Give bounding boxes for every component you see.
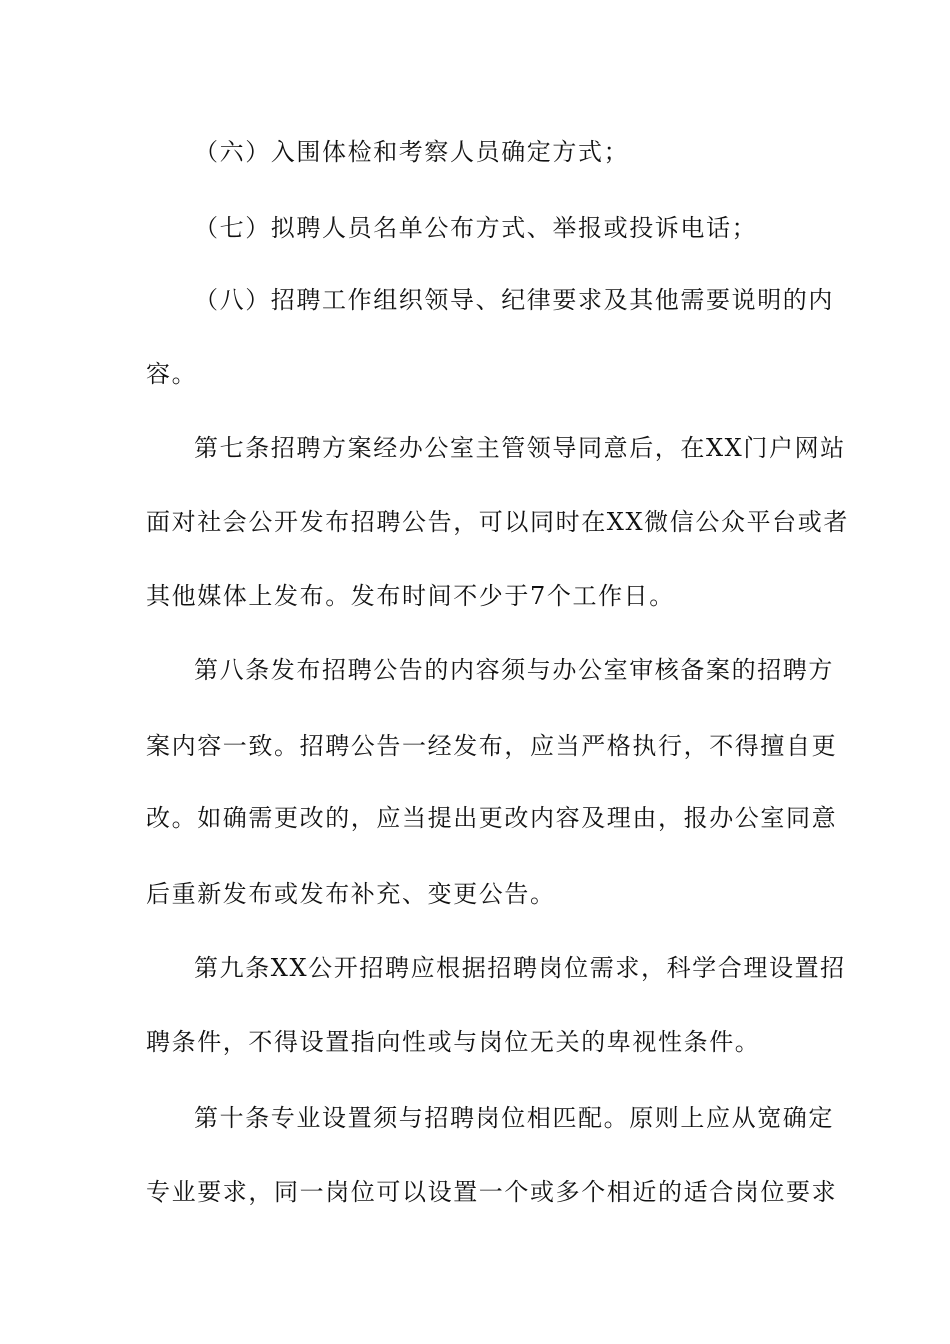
text-line: 第八条发布招聘公告的内容须与办公室审核备案的招聘方	[194, 656, 834, 684]
text-line: 专业要求，同一岗位可以设置一个或多个相近的适合岗位要求	[146, 1178, 838, 1206]
text-line: 第九条XX公开招聘应根据招聘岗位需求，科学合理设置招	[194, 954, 846, 982]
text-line: （七）拟聘人员名单公布方式、举报或投诉电话；	[194, 214, 758, 242]
text-line: 后重新发布或发布补充、变更公告。	[146, 880, 556, 908]
text-line: （八）招聘工作组织领导、纪律要求及其他需要说明的内	[194, 286, 834, 314]
text-line: 聘条件，不得设置指向性或与岗位无关的卑视性条件。	[146, 1028, 761, 1056]
text-line: （六）入围体检和考察人员确定方式；	[194, 138, 630, 166]
text-line: 面对社会公开发布招聘公告，可以同时在XX微信公众平台或者	[146, 508, 849, 536]
text-line: 其他媒体上发布。发布时间不少于7个工作日。	[146, 582, 675, 610]
text-line: 第十条专业设置须与招聘岗位相匹配。原则上应从宽确定	[194, 1104, 834, 1132]
text-line: 案内容一致。招聘公告一经发布，应当严格执行，不得擅自更	[146, 732, 838, 760]
text-line: 改。如确需更改的，应当提出更改内容及理由，报办公室同意	[146, 804, 838, 832]
text-line: 第七条招聘方案经办公室主管领导同意后，在XX门户网站	[194, 434, 846, 462]
text-line: 容。	[146, 360, 198, 388]
